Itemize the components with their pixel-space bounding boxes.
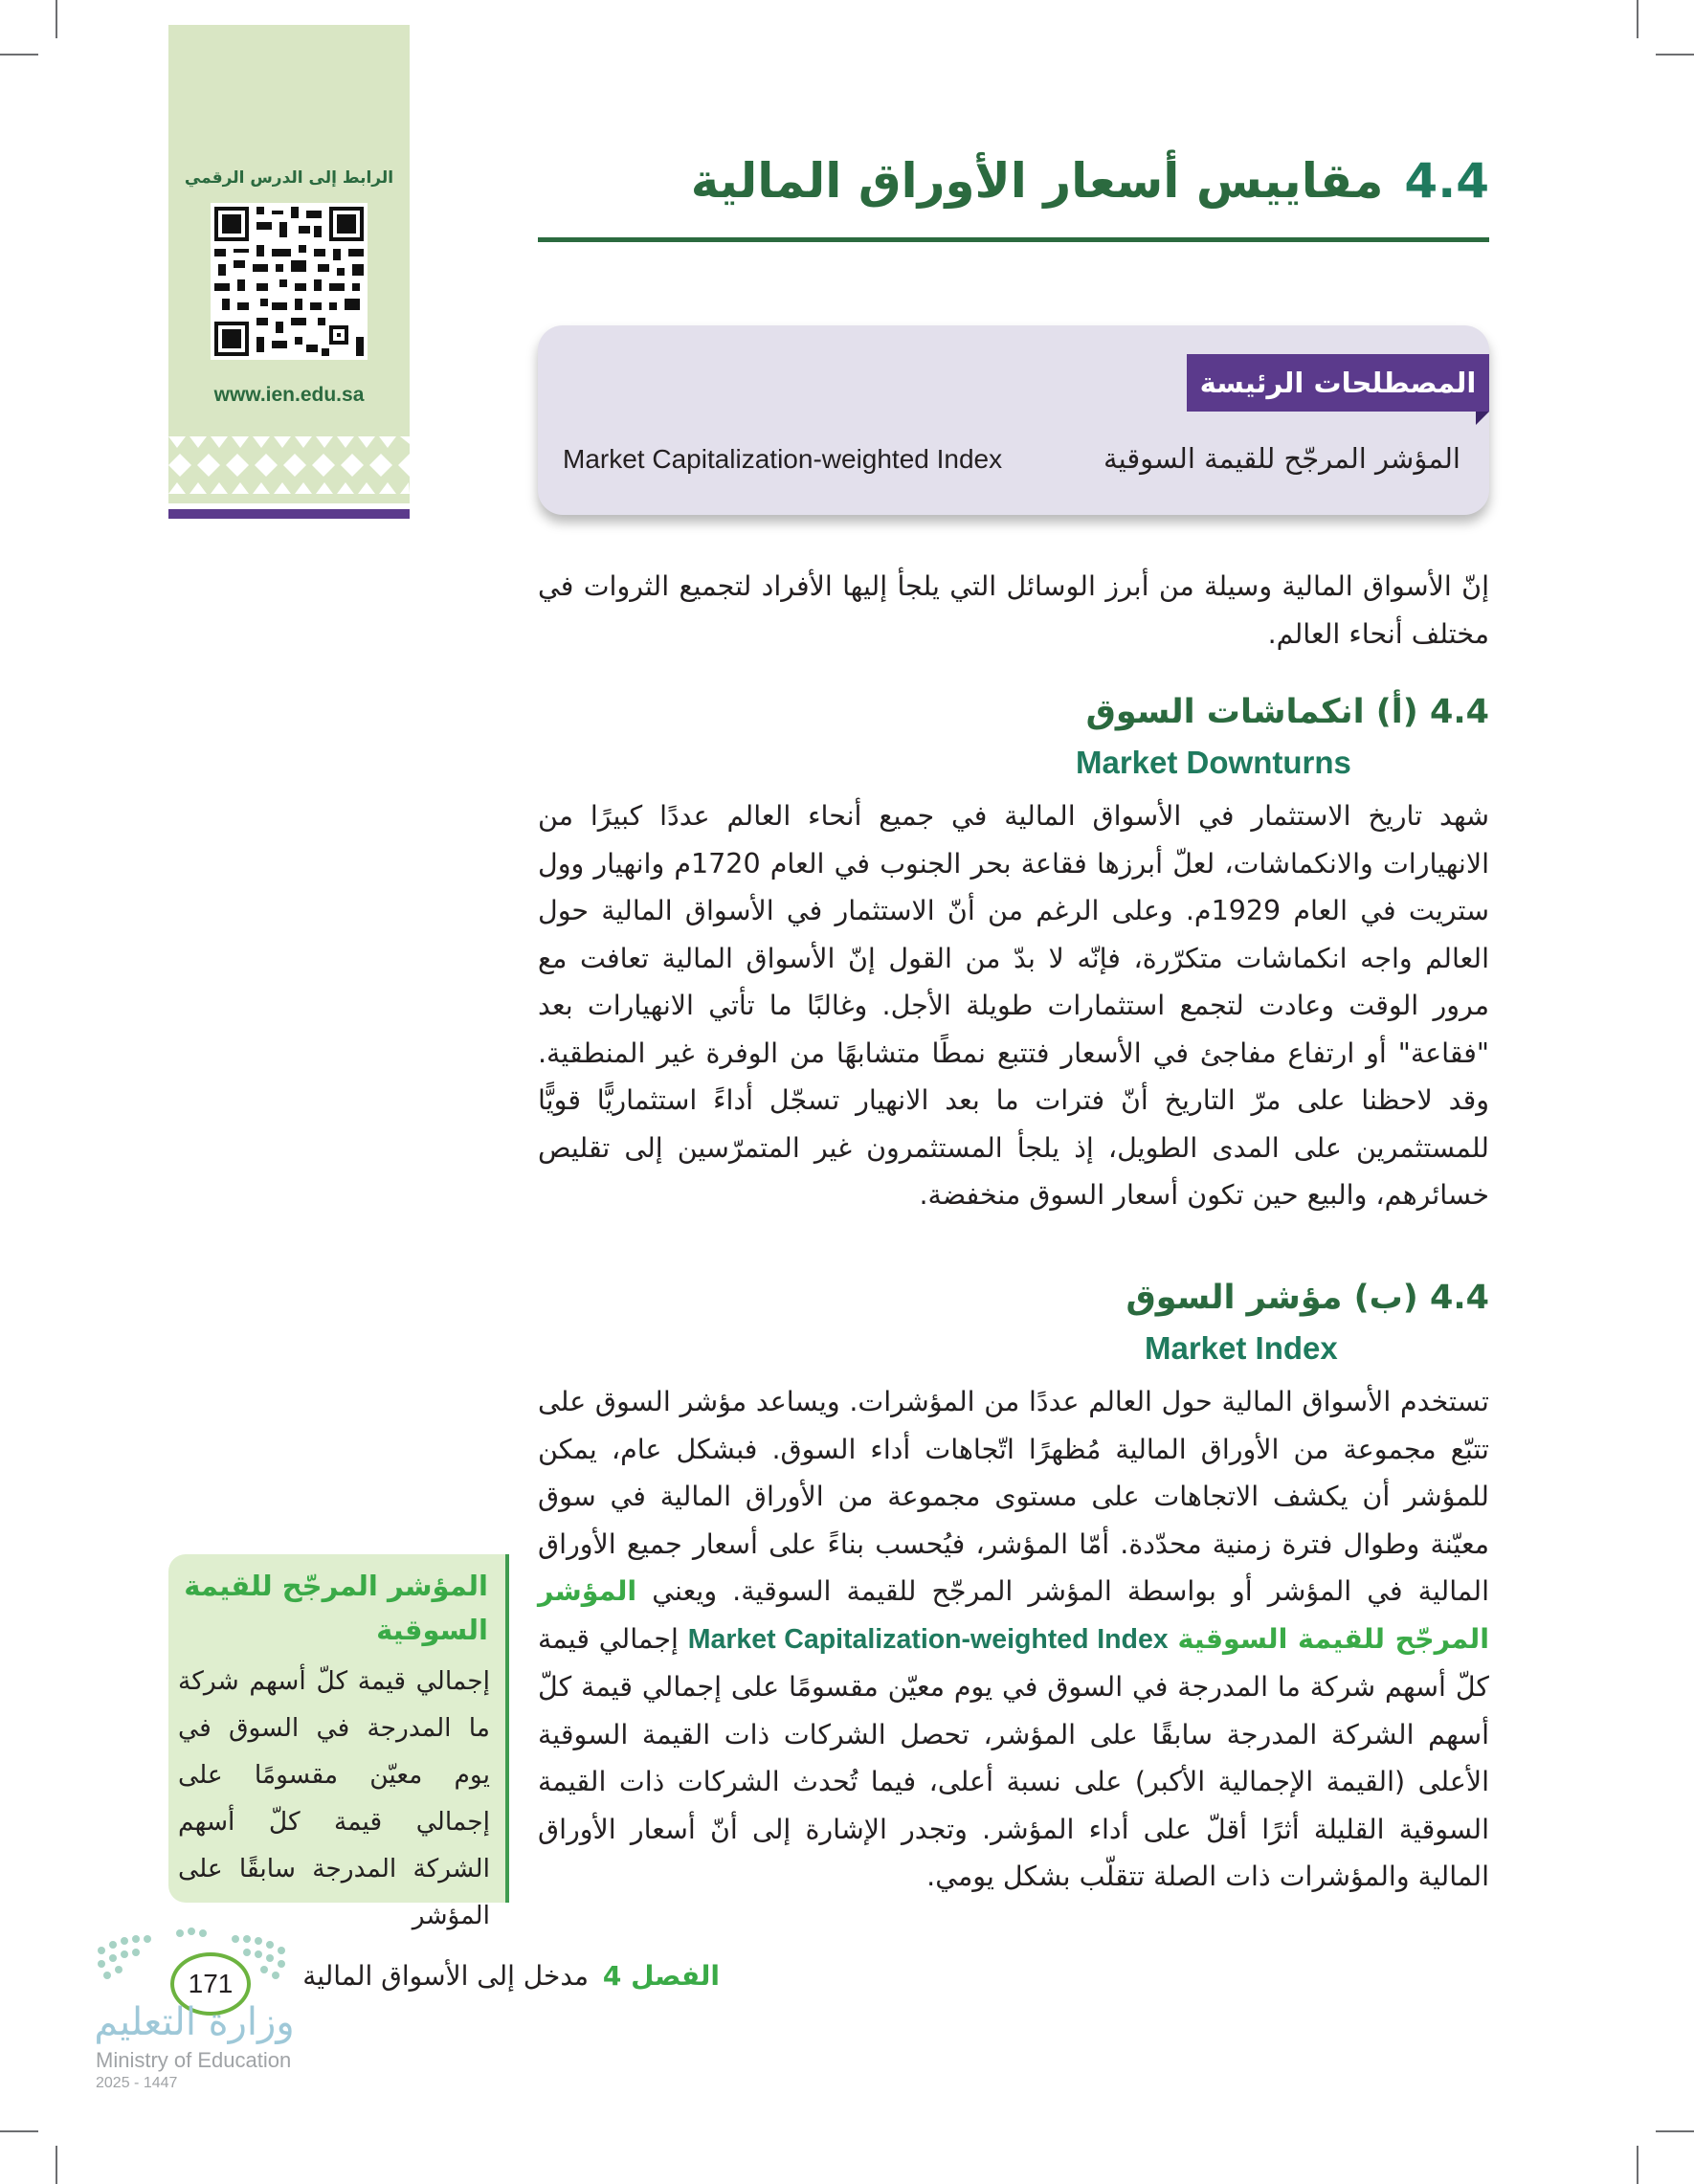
page-title [691, 153, 1489, 209]
ministry-year: 2025 - 1447 [96, 2075, 178, 2091]
section-b-heading-english: Market Index [1145, 1330, 1338, 1366]
crop-mark [1637, 2146, 1638, 2184]
digital-lesson-label: الرابط إلى الدرس الرقمي [184, 168, 394, 188]
section-b-text-part2: إجمالي قيمة كلّ أسهم شركة ما المدرجة في السوق في يوم معيّن مقسومًا على إجمالي قيمة كلّ أسهم الشركة المدرجة سابقًا على المؤشر، تحصل الشركات ذات القيمة السوقية الأعلى (القيمة الإجمالية الأكبر) على نسبة أعلى، فيما تُحدث الشركات ذات القيمة السوقية القليلة أثرًا أقلّ على أداء المؤشر. وتجدر الإشارة إلى أنّ أسعار الأوراق المالية والمؤشرات ذات الصلة تتقلّب بشكل يومي. [538, 1622, 1489, 1892]
footer-chapter-title: مدخل إلى الأسواق المالية [302, 1960, 590, 1992]
crop-mark [1656, 2130, 1694, 2132]
key-terms-heading: المصطلحات الرئيسة [1187, 354, 1489, 412]
section-b-paragraph [538, 1378, 1489, 1901]
highlighted-term-english: Market Capitalization-weighted Index [687, 1623, 1169, 1655]
section-b-heading: 4.4 (ب) مؤشر السوق [1126, 1279, 1489, 1317]
ministry-name-arabic: وزارة التعليم [94, 2000, 295, 2044]
section-a-heading-english: Market Downturns [1076, 745, 1351, 780]
qr-code-icon[interactable] [211, 203, 368, 360]
crop-mark [56, 0, 57, 38]
crop-mark [56, 2146, 57, 2184]
definition-heading: المؤشر المرجّح للقيمة السوقية [184, 1570, 488, 1646]
section-a-paragraph: شهد تاريخ الاستثمار في الأسواق المالية في جميع أنحاء العالم عددًا كبيرًا من الانهيارات والانكماشات، لعلّ أبرزها فقاعة بحر الجنوب في العام 1720م وانهيار وول ستريت في العام 1929م. وعلى الرغم من أنّ الاستثمار في الأسواق المالية حول العالم واجه انكماشات متكرّرة، فإنّه لا بدّ من القول إنّ الأسواق المالية تعافت مع مرور الوقت وعادت لتجمع استثمارات طويلة الأجل. وغالبًا ما تأتي الانهيارات بعد "فقاعة" أو ارتفاع مفاجئ في الأسعار فتتبع نمطًا متشابهًا من الوفرة غير المنطقية. وقد لاحظنا على مرّ التاريخ أنّ فترات ما بعد الانهيار تسجّل أداءً استثماريًّا قويًّا للمستثمرين على المدى الطويل، إذ يلجأ المستثمرون غير المتمرّسين إلى تقليص خسائرهم، والبيع حين تكون أسعار السوق منخفضة. [538, 800, 1490, 1211]
title-number: 4.4 [1404, 153, 1489, 209]
section-b-text-part1: تستخدم الأسواق المالية حول العالم عددًا من المؤشرات. ويساعد مؤشر السوق على تتبّع مجموعة من الأوراق المالية مُظهرًا اتّجاهات أداء السوق. فبشكل عام، يمكن للمؤشر أن يكشف الاتجاهات على مستوى مجموعة من الأوراق المالية في سوق معيّنة وطوال فترة زمنية محدّدة. أمّا المؤشر، فيُحسب بناءً على أسعار جميع الأوراق المالية في المؤشر أو بواسطة المؤشر المرجّح للقيمة السوقية. ويعني [538, 1386, 1490, 1607]
definition-sidebar [168, 1554, 505, 1930]
footer-chapter-label: الفصل 4 [602, 1960, 720, 1992]
crop-mark [1656, 54, 1694, 56]
ministry-name-english: Ministry of Education [96, 2048, 292, 2072]
footer-chapter [302, 1960, 720, 1992]
crop-mark [0, 54, 38, 56]
title-divider [538, 237, 1489, 242]
definition-body: إجمالي قيمة كلّ أسهم شركة ما المدرجة في السوق في يوم معيّن مقسومًا على إجمالي قيمة كلّ أسهم الشركة المدرجة سابقًا على المؤشر [178, 1666, 490, 1930]
key-terms-tab-fold [1476, 412, 1489, 425]
crop-mark [0, 2130, 38, 2132]
title-text: مقاييس أسعار الأوراق المالية [690, 153, 1384, 209]
digital-lesson-url[interactable]: www.ien.edu.sa [213, 384, 365, 406]
key-terms-box [538, 325, 1489, 515]
intro-paragraph: إنّ الأسواق المالية وسيلة من أبرز الوسائل التي يلجأ إليها الأفراد لتجميع الثروات في مختلف أنحاء العالم. [538, 570, 1489, 650]
page-number: 171 [170, 1952, 251, 2016]
crop-mark [1637, 0, 1638, 38]
decorative-pattern-icon [168, 436, 410, 494]
key-term-arabic: المؤشر المرجّح للقيمة السوقية [1103, 442, 1460, 475]
section-a-heading: 4.4 (أ) انكماشات السوق [1085, 693, 1489, 731]
panel-divider [168, 509, 410, 519]
highlighted-term-arabic: المؤشر المرجّح للقيمة السوقية [538, 1575, 1489, 1655]
digital-lesson-panel [168, 25, 410, 503]
key-term-english: Market Capitalization-weighted Index [563, 444, 1003, 474]
definition-sidebar-border [505, 1554, 509, 1903]
